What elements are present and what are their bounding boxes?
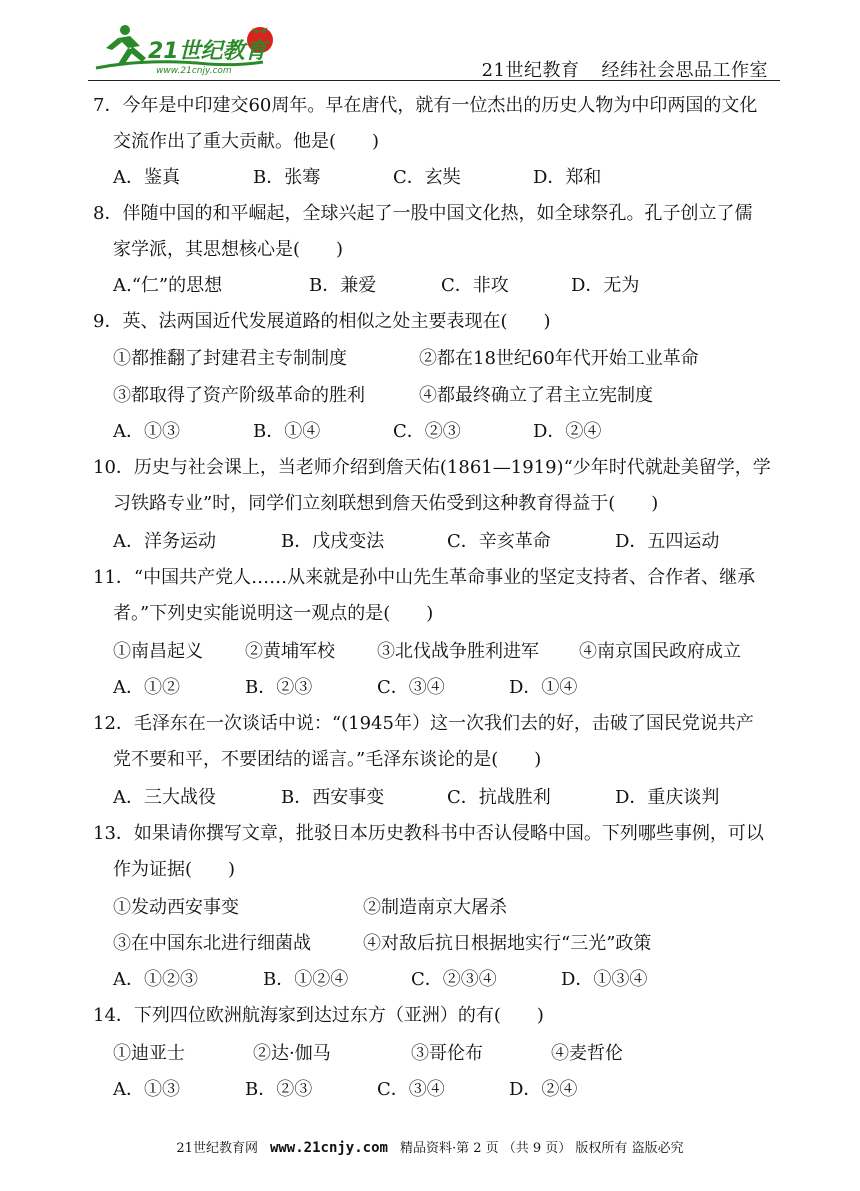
q7-option-a: A．鉴真 (113, 167, 180, 188)
q13-option-b: B．①②④ (263, 969, 349, 990)
q8-option-b: B．兼爱 (309, 275, 377, 296)
q12-stem-line1: 12．毛泽东在一次谈话中说：“(1945年）这一次我们去的好，击破了国民党说共产 (93, 713, 754, 734)
q11-item-4: ④南京国民政府成立 (579, 641, 741, 662)
q7-option-d: D．郑和 (533, 167, 602, 188)
header-divider (88, 80, 780, 81)
q9-items-row2 (113, 384, 653, 408)
q10-stem-line1: 10．历史与社会课上，当老师介绍到詹天佑(1861—1919)“少年时代就赴美留学，学 (93, 457, 771, 478)
q13-items-row1 (113, 896, 507, 920)
q11-option-b: B．②③ (245, 677, 313, 698)
footer-site: 21世纪教育网 (176, 1141, 258, 1156)
q14-options (113, 1078, 577, 1102)
site-logo (88, 18, 288, 82)
q10-options (113, 530, 719, 554)
q10-option-d: D．五四运动 (615, 531, 720, 552)
q9-stem-line1: 9．英、法两国近代发展道路的相似之处主要表现在( ) (93, 311, 551, 332)
q14-item-4: ④麦哲伦 (551, 1043, 623, 1064)
header-title-right: 经纬社会思品工作室 (601, 60, 768, 81)
q9-item-4: ④都最终确立了君主立宪制度 (419, 385, 653, 406)
q8-option-a: A.“仁”的思想 (113, 275, 223, 296)
q9-item-3: ③都取得了资产阶级革命的胜利 (113, 385, 365, 406)
q14-item-3: ③哥伦布 (411, 1043, 483, 1064)
q9-option-c: C．②③ (393, 421, 461, 442)
q10-option-a: A．洋务运动 (113, 531, 216, 552)
q9-items-row1 (113, 347, 699, 371)
q13-stem-line1: 13．如果请你撰写文章，批驳日本历史教科书中否认侵略中国。下列哪些事例，可以 (93, 823, 764, 844)
q13-stem-line2: 作为证据( ) (113, 859, 236, 880)
logo-text: 21世纪教育 (148, 39, 267, 64)
q11-items (113, 640, 741, 664)
q13-options (113, 968, 647, 992)
q14-option-b: B．②③ (245, 1079, 313, 1100)
q11-options (113, 676, 577, 700)
q11-item-1: ①南昌起义 (113, 641, 203, 662)
q9-option-b: B．①④ (253, 421, 321, 442)
q12-stem-line2: 党不要和平，不要团结的谣言。”毛泽东谈论的是( ) (113, 749, 542, 770)
q14-item-2: ②达·伽马 (253, 1043, 331, 1064)
q7-stem-line1: 7．今年是中印建交60周年。早在唐代，就有一位杰出的历史人物为中印两国的文化 (93, 95, 758, 116)
q12-options (113, 786, 719, 810)
q8-option-c: C．非攻 (441, 275, 509, 296)
header-title-left: 21世纪教育 (481, 60, 580, 81)
q9-option-d: D．②④ (533, 421, 602, 442)
q14-items (113, 1042, 623, 1066)
q11-option-d: D．①④ (509, 677, 578, 698)
q13-option-a: A．①②③ (113, 969, 198, 990)
q14-option-c: C．③④ (377, 1079, 445, 1100)
q12-option-d: D．重庆谈判 (615, 787, 720, 808)
q12-option-b: B．西安事变 (281, 787, 385, 808)
q7-stem-line2: 交流作出了重大贡献。他是( ) (113, 131, 380, 152)
q7-options (113, 166, 601, 190)
q12-option-c: C．抗战胜利 (447, 787, 551, 808)
q7-option-c: C．玄奘 (393, 167, 461, 188)
q8-stem-line2: 家学派，其思想核心是( ) (113, 239, 344, 260)
q10-option-c: C．辛亥革命 (447, 531, 551, 552)
q8-options (113, 274, 639, 298)
q11-item-3: ③北伐战争胜利进军 (377, 641, 539, 662)
q13-item-2: ②制造南京大屠杀 (363, 897, 507, 918)
q8-stem-line1: 8．伴随中国的和平崛起，全球兴起了一股中国文化热，如全球祭孔。孔子创立了儒 (93, 203, 753, 224)
q13-item-1: ①发动西安事变 (113, 897, 239, 918)
q13-item-3: ③在中国东北进行细菌战 (113, 933, 311, 954)
q11-stem-line1: 11．“中国共产党人……从来就是孙中山先生革命事业的坚定支持者、合作者、继承 (93, 567, 756, 588)
q9-options (113, 420, 601, 444)
header-title (460, 56, 768, 82)
q13-option-d: D．①③④ (561, 969, 648, 990)
q9-option-a: A．①③ (113, 421, 180, 442)
q13-items-row2 (113, 932, 651, 956)
q13-item-4: ④对敌后抗日根据地实行“三光”政策 (363, 933, 652, 954)
q8-option-d: D．无为 (571, 275, 640, 296)
q14-item-1: ①迪亚士 (113, 1043, 185, 1064)
q12-option-a: A．三大战役 (113, 787, 216, 808)
q11-option-a: A．①② (113, 677, 180, 698)
q10-stem-line2: 习铁路专业”时，同学们立刻联想到詹天佑受到这种教育得益于( ) (113, 493, 659, 514)
footer-url[interactable]: www.21cnjy.com (269, 1140, 388, 1156)
logo-url: www.21cnjy.com (156, 66, 232, 76)
page-header (88, 18, 778, 84)
q11-option-c: C．③④ (377, 677, 445, 698)
q9-item-2: ②都在18世纪60年代开始工业革命 (419, 348, 699, 369)
q13-option-c: C．②③④ (411, 969, 497, 990)
q9-item-1: ①都推翻了封建君主专制制度 (113, 348, 347, 369)
footer-page-info: 精品资料·第 2 页 （共 9 页） 版权所有 盗版必究 (399, 1141, 684, 1156)
q10-option-b: B．戊戌变法 (281, 531, 385, 552)
q14-stem-line1: 14．下列四位欧洲航海家到达过东方（亚洲）的有( ) (93, 1005, 544, 1026)
page-footer (0, 1137, 860, 1156)
q14-option-d: D．②④ (509, 1079, 578, 1100)
q11-stem-line2: 者。”下列史实能说明这一观点的是( ) (113, 603, 434, 624)
q7-option-b: B．张骞 (253, 167, 321, 188)
q11-item-2: ②黄埔军校 (245, 641, 335, 662)
q14-option-a: A．①③ (113, 1079, 180, 1100)
